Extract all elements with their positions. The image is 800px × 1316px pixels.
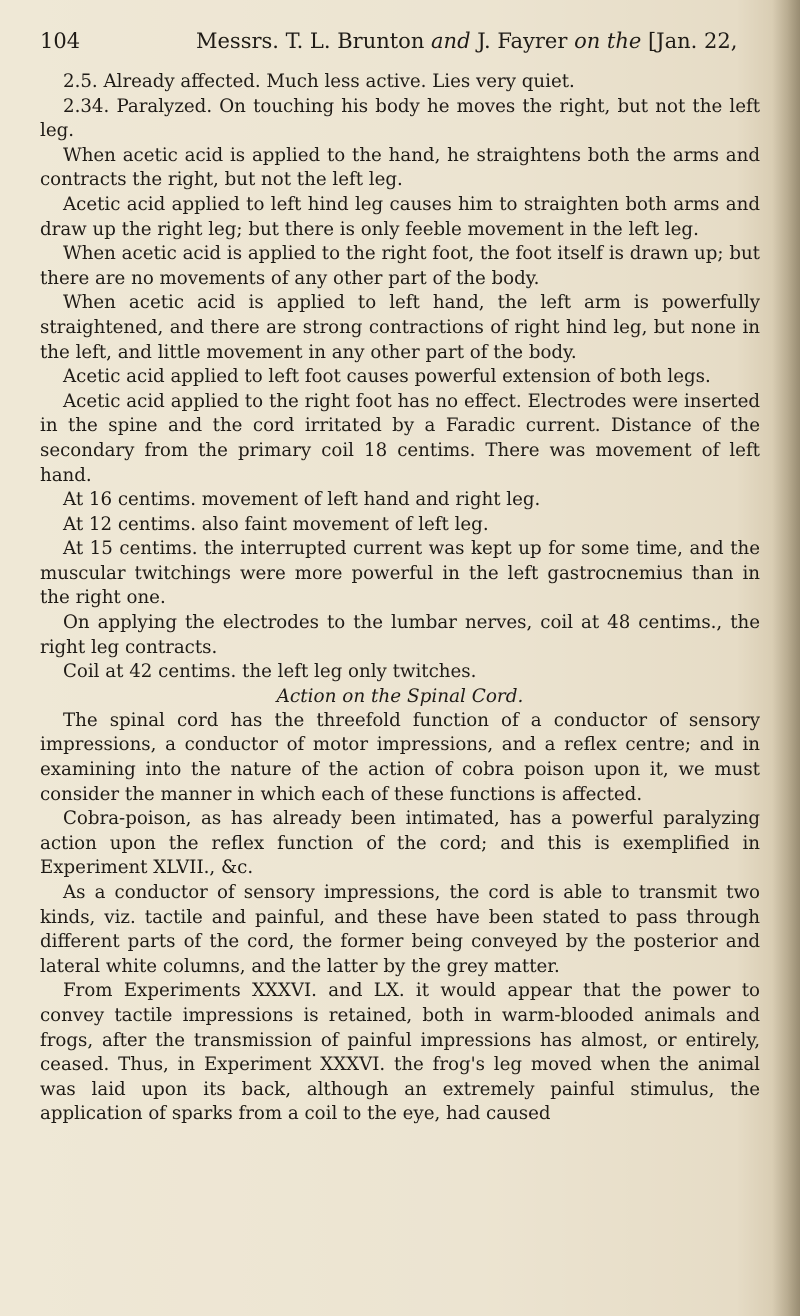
paragraph: When acetic acid is applied to the hand, he straightens both the arms and contracts the right, but not the left leg. <box>40 144 760 191</box>
paragraph: Acetic acid applied to left hind leg causes him to straighten both arms and draw up the right leg; but there is only feeble movement in the left leg. <box>40 193 760 240</box>
paragraph: Coil at 42 centims. the left leg only twitches. <box>63 661 477 683</box>
paragraph: Cobra-poison, as has already been intimated, has a powerful paralyzing action upon the reflex function of the cord; and this is exemplified in Experiment XLVII., &c. <box>40 808 760 879</box>
paragraph: At 15 centims. the interrupted current was kept up for some time, and the muscular twitchings were more powerful in the left gastrocnemius than in the right one. <box>40 538 760 609</box>
paragraph: On applying the electrodes to the lumbar nerves, coil at 48 centims., the right leg contracts. <box>40 612 760 658</box>
running-head-coauthor: J. Fayrer <box>470 29 575 53</box>
paragraph: As a conductor of sensory impressions, the cord is able to transmit two kinds, viz. tactile and painful, and these have been stated to pass through different parts of the cord, the former being conveyed by the posterior and lateral white columns, and the latter by the grey matter. <box>40 882 760 977</box>
page-number: 104 <box>40 29 81 53</box>
paragraph: 2.34. Paralyzed. On touching his body he moves the right, but not the left leg. <box>40 95 760 142</box>
paragraph: When acetic acid is applied to the right foot, the foot itself is drawn up; but there are no movements of any other part of the body. <box>40 243 760 289</box>
paragraph: At 16 centims. movement of left hand and right leg. <box>63 489 541 511</box>
paragraph: The spinal cord has the threefold function of a conductor of sensory impressions, a conductor of motor impressions, and a reflex centre; and in examining into the nature of the action of cobra poison upon it, we must consider the manner in which each of these functions is affected. <box>40 709 760 805</box>
page-binding-shadow <box>772 0 800 1316</box>
running-head-date: [Jan. 22, <box>641 29 738 53</box>
running-head-authors: Messrs. T. L. Brunton <box>196 29 432 53</box>
paragraph: When acetic acid is applied to left hand, the left arm is powerfully straightened, and there are strong contractions of right hind leg, but none in the left, and little movement in any other part of the body. <box>40 292 760 363</box>
paragraph: 2.5. Already affected. Much less active. Lies very quiet. <box>63 71 575 92</box>
running-head <box>196 24 737 58</box>
paragraph: From Experiments XXXVI. and LX. it would appear that the power to convey tactile impressions is retained, both in warm-blooded animals and frogs, after the transmission of painful impressions has almost, or entirely, ceased. Thus, in Experiment XXXVI. the frog's leg moved when the animal was laid upon its back, although an extremely painful stimulus, the application of sparks from a coil to the eye, had caused <box>40 980 760 1125</box>
paragraph: Acetic acid applied to the right foot has no effect. Electrodes were inserted in the spine and the cord irritated by a Faradic current. Distance of the secondary from the primary coil 18 centims. There was movement of left hand. <box>40 390 760 486</box>
running-head-and: and <box>431 29 471 53</box>
paragraph: At 12 centims. also faint movement of left leg. <box>63 513 489 535</box>
page-header <box>40 24 760 58</box>
body-text <box>40 70 760 1127</box>
paragraph: Acetic acid applied to left foot causes powerful extension of both legs. <box>63 366 711 388</box>
section-heading: Action on the Spinal Cord. <box>276 685 524 707</box>
running-head-on-the: on the <box>574 29 642 53</box>
